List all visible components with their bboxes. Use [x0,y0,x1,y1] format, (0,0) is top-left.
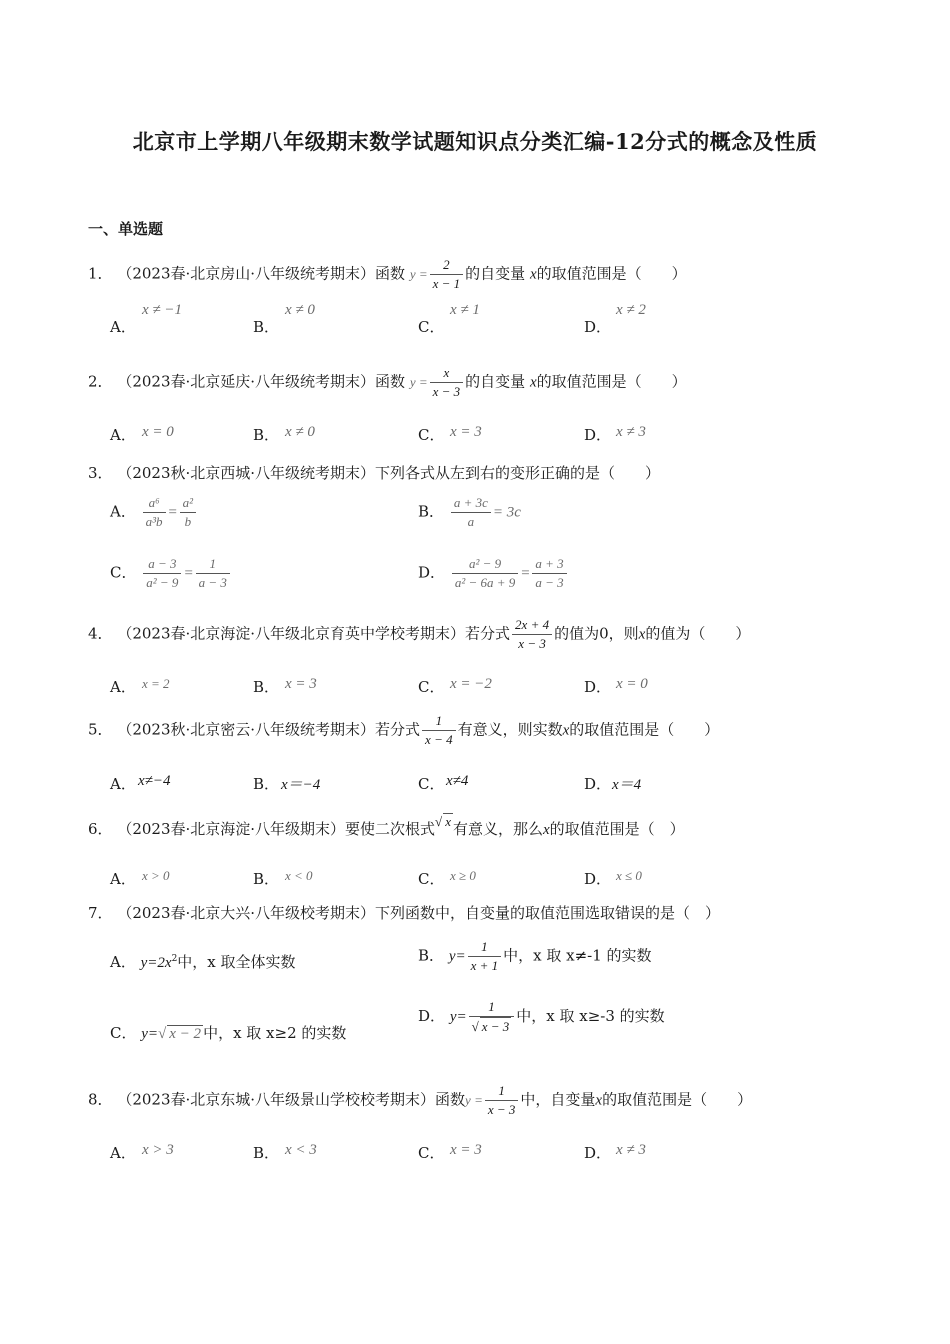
fraction-numerator: 2x + 4 [512,616,552,635]
question-tail-2: 的取值范围是（ ） [536,264,687,283]
radicand: x [445,814,451,829]
numerator: 1 [468,938,502,957]
q3-option-c[interactable] [110,555,232,592]
option-c[interactable]: x ≥ 0 [450,868,476,883]
q7-option-b[interactable] [418,938,652,975]
denominator: b [184,514,192,529]
option-b-label: B． [418,946,445,965]
question-fraction [422,712,456,749]
question-tail-2: 的取值范围是（ ） [536,372,687,391]
option-b-text: 中，x 取 x≠-1 的实数 [503,946,652,965]
option-a[interactable]: x > 0 [142,868,170,883]
option-b[interactable]: x ≠ 0 [285,302,315,318]
option-b[interactable]: x＝−4 [281,777,321,793]
option-a[interactable]: x > 3 [142,1142,174,1158]
q3-option-a[interactable] [110,494,198,531]
fraction-numerator: 1 [485,1082,519,1101]
option-b-fraction [468,938,502,975]
option-d-right [532,555,566,592]
option-d[interactable]: x = 0 [616,676,648,692]
option-c[interactable]: x = 3 [450,424,482,440]
option-c-label: C． [418,870,445,888]
numerator: a + 3 [532,555,566,574]
option-b-right: = 3c [492,504,521,521]
function-y: y = [465,1092,483,1108]
sqrt-expression [158,1026,203,1042]
option-a-label: A． [110,870,136,888]
equals: = [520,565,531,582]
variable-x: x [562,722,570,739]
variable-x: x [595,1092,603,1109]
option-c[interactable]: x ≠ 1 [450,302,480,318]
equals: = [183,565,194,582]
function-fraction [485,1082,519,1119]
function-fraction [430,364,464,401]
equals: = [167,504,178,521]
option-d-label: D． [584,678,612,696]
option-a-right [180,494,196,531]
variable-x: x [638,626,646,643]
question-source: （2023春·北京东城·八年级景山学校校考期末）函数 [117,1090,466,1109]
option-d[interactable]: x ≠ 3 [616,424,646,440]
option-d-label: D． [584,1144,612,1162]
option-b-label: B． [253,870,280,888]
numerator: 1 [196,555,230,574]
option-d-label: D． [418,1007,446,1025]
numerator: a + 3c [451,494,491,513]
question-tail-2: 的取值范围是（ ） [602,1090,753,1109]
option-d-left [452,555,518,592]
question-2 [88,364,687,401]
numerator: 1 [469,998,515,1017]
option-a-left [143,494,166,531]
option-d[interactable]: x ≠ 2 [616,302,646,318]
question-tail: 有意义，则实数 [457,720,563,739]
option-d[interactable]: x＝4 [612,777,642,793]
sqrt-expression [435,814,453,829]
question-source: （2023秋·北京密云·八年级统考期末）若分式 [117,720,421,739]
function-fraction [430,256,464,293]
variable-x: x [529,374,537,391]
option-c-label: C． [418,318,445,336]
option-b-label: B． [253,775,280,793]
fraction-numerator: 2 [430,256,464,275]
option-c[interactable]: x≠4 [446,773,469,789]
radicand: x − 2 [169,1026,202,1042]
option-b-left [451,494,491,531]
fraction-denominator: x − 4 [425,732,453,747]
option-a[interactable]: x≠−4 [138,773,171,789]
numerator: a² − 9 [452,555,518,574]
option-c-right [196,555,230,592]
question-7 [88,902,720,923]
question-5 [88,712,719,749]
q7-option-d[interactable] [418,998,665,1036]
option-c[interactable]: x = −2 [450,676,492,692]
question-8 [88,1082,752,1119]
question-tail-2: 的取值范围是（ ） [549,820,685,838]
option-c[interactable]: x = 3 [450,1142,482,1158]
question-tail-2: 的取值范围是（ ） [569,720,720,739]
function-y: y = [409,374,428,390]
option-d-label: D． [584,426,612,444]
option-a[interactable]: x ≠ −1 [142,302,183,318]
question-number: 7． [88,904,113,922]
denominator: a − 3 [535,575,564,590]
option-c-label: C． [418,775,445,793]
option-d[interactable]: x ≤ 0 [616,868,642,883]
fraction-denominator: x − 1 [432,276,461,291]
question-4 [88,616,750,653]
question-number: 8． [88,1090,113,1109]
q7-option-a[interactable] [110,951,296,972]
option-a[interactable]: x = 0 [142,424,174,440]
question-3 [88,462,660,483]
q3-option-d[interactable] [418,555,569,592]
option-a-label: A． [110,426,136,444]
option-d-fraction [469,998,515,1036]
option-c-left [143,555,181,592]
option-a-label: A． [110,953,136,971]
option-d-label: D． [418,563,446,582]
question-fraction [512,616,552,653]
variable-x: x [542,822,550,838]
denominator: x + 1 [470,958,499,973]
option-b-label: B． [253,318,280,336]
fraction-numerator: x [430,364,464,383]
sqrt-icon: √ [158,1026,167,1042]
question-source: （2023春·北京房山·八年级统考期末）函数 [117,264,406,283]
option-a-label: A． [110,775,136,793]
question-number: 5． [88,720,113,739]
numerator: a⁶ [143,494,166,513]
question-number: 3． [88,464,113,482]
denominator: a [467,514,475,529]
option-b[interactable]: x < 3 [285,1142,317,1158]
question-number: 1． [88,264,113,283]
question-tail-2: 的值为（ ） [645,624,751,643]
function-y: y = [409,266,428,282]
sqrt-icon: √ [435,814,443,829]
option-a-label: A． [110,502,136,521]
option-b[interactable]: x < 0 [285,868,313,883]
question-1 [88,256,687,293]
option-a[interactable]: x = 2 [142,676,170,691]
option-b-label: B． [418,502,445,521]
question-text: （2023春·北京大兴·八年级校考期末）下列函数中，自变量的取值范围选取错误的是（ ） [117,904,721,922]
option-c-expr: y= [141,1026,159,1042]
denominator: a² − 9 [146,575,179,590]
question-number: 2． [88,372,113,391]
fraction-numerator: 1 [422,712,456,731]
option-d-label: D． [584,870,612,888]
denominator: a − 3 [198,575,227,590]
option-b-expr: y= [448,948,466,965]
question-source: （2023春·北京延庆·八年级统考期末）函数 [117,372,406,391]
numerator: a² [180,494,196,513]
option-b[interactable]: x = 3 [285,676,317,692]
question-number: 6． [88,820,113,838]
radicand: x − 3 [481,1019,510,1034]
section-heading: 一、单选题 [88,220,164,238]
option-d-text: 中，x 取 x≥-3 的实数 [516,1007,665,1025]
option-d-label: D． [584,318,612,336]
page-title: 北京市上学期八年级期末数学试题知识点分类汇编-12分式的概念及性质 [132,129,818,154]
option-a-text: 中，x 取全体实数 [177,953,296,971]
option-c-label: C． [418,426,445,444]
fraction-denominator: x − 3 [487,1102,516,1117]
sqrt-icon: √ [471,1019,479,1034]
option-a-label: A． [110,1144,136,1162]
question-tail: 的自变量 [465,264,526,283]
option-c-label: C． [418,1144,445,1162]
option-b-label: B． [253,678,280,696]
fraction-denominator: x − 3 [518,636,546,651]
variable-x: x [529,266,537,283]
option-d-expr: y= [449,1009,467,1025]
option-d-label: D． [584,775,612,793]
option-b[interactable]: x ≠ 0 [285,424,315,440]
numerator: a − 3 [143,555,181,574]
option-c-text: 中，x 取 x≥2 的实数 [203,1024,347,1042]
option-a-label: A． [110,318,136,336]
option-c-label: C． [110,563,137,582]
q7-option-c[interactable] [110,1022,346,1043]
q3-option-b[interactable] [418,494,521,531]
question-6 [88,814,685,839]
question-source: （2023春·北京海淀·八年级期末）要使二次根式 [117,820,436,838]
question-tail: 中，自变量 [520,1090,596,1109]
option-c-label: C． [110,1024,137,1042]
question-tail: 的值为0，则 [554,624,639,643]
question-text: （2023秋·北京西城·八年级统考期末）下列各式从左到右的变形正确的是（ ） [117,464,661,482]
fraction-denominator: x − 3 [432,384,461,399]
option-a-label: A． [110,678,136,696]
denominator: a² − 6a + 9 [454,575,516,590]
option-d[interactable]: x ≠ 3 [616,1142,646,1158]
option-b-label: B． [253,1144,280,1162]
option-a-expr: y=2x [140,955,172,971]
exponent: 2 [171,954,178,964]
question-source: （2023春·北京海淀·八年级北京育英中学校考期末）若分式 [117,624,511,643]
option-b-label: B． [253,426,280,444]
question-tail: 有意义，那么 [452,820,543,838]
denominator: a³b [145,514,163,529]
denominator [469,1017,515,1036]
option-c-label: C． [418,678,445,696]
question-tail: 的自变量 [465,372,526,391]
question-number: 4． [88,624,113,643]
